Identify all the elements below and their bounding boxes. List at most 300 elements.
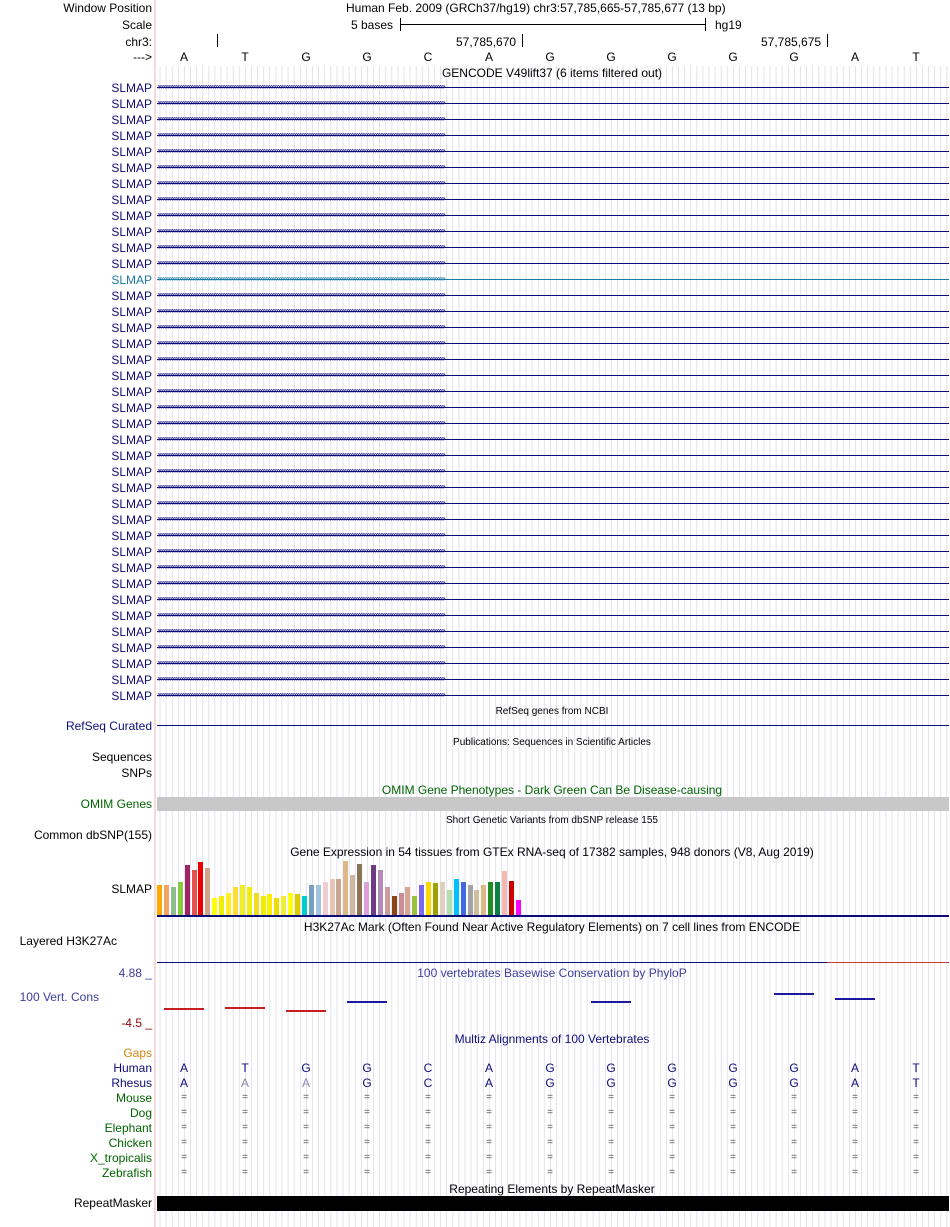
omim-phenotype-bar[interactable] [157, 797, 949, 811]
strand-arrows: ›››››››››››››››››››››››››››››››››››››››››››››››››››››››››››››››››››››››››››››››››››››››››››››››››››››››››››››››››››››››››››››››››››››››››››››››››››››››››››››››› [157, 581, 445, 587]
aligned-base: A [301, 1076, 311, 1090]
base-letter: A [484, 50, 494, 64]
aligned-base: = [913, 1137, 919, 1148]
gencode-transcript[interactable] [157, 165, 949, 171]
aligned-base: G [667, 1076, 677, 1090]
aligned-base: = [547, 1137, 553, 1148]
gencode-transcript-label[interactable]: SLMAP [111, 417, 152, 431]
gencode-transcript-label[interactable]: SLMAP [111, 497, 152, 511]
aligned-base: = [364, 1107, 370, 1118]
gtex-tissue-bar[interactable] [468, 885, 473, 915]
strand-arrows: ›››››››››››››››››››››››››››››››››››››››››››››››››››››››››››››››››››››››››››››››››››››››››››››››››››››››››››››››››››››››››››››››››››››››››››››››››››››››››››››››› [157, 517, 445, 523]
gtex-tissue-bar[interactable] [412, 896, 417, 915]
gencode-transcript-label[interactable]: SLMAP [111, 465, 152, 479]
gtex-tissue-bar[interactable] [330, 879, 335, 915]
aligned-base: = [303, 1137, 309, 1148]
gencode-transcript-label[interactable]: SLMAP [111, 577, 152, 591]
aligned-base: = [608, 1107, 614, 1118]
gencode-transcript-label[interactable]: SLMAP [111, 209, 152, 223]
gtex-tissue-bar[interactable] [267, 894, 272, 915]
aligned-base: G [789, 1061, 799, 1075]
phylop-min-label: -4.5 _ [121, 1016, 152, 1030]
gencode-transcript[interactable] [157, 421, 949, 427]
gencode-transcript-label[interactable]: SLMAP [111, 561, 152, 575]
gencode-transcript[interactable] [157, 149, 949, 155]
aligned-base: = [242, 1107, 248, 1118]
gencode-transcript-label[interactable]: SLMAP [111, 321, 152, 335]
base-letter: T [912, 50, 920, 64]
h3k27ac-baseline [157, 962, 827, 963]
strand-arrows: ›››››››››››››››››››››››››››››››››››››››››››››››››››››››››››››››››››››››››››››››››››››››››››››››››››››››››››››››››››››››››››››››››››››››››››››››››››››››››››››››› [157, 421, 445, 427]
h3k27ac-track-title[interactable]: H3K27Ac Mark (Often Found Near Active Regulatory Elements) on 7 cell lines from ENCODE [303, 920, 801, 934]
gencode-transcript[interactable] [157, 245, 949, 251]
repeatmasker-label[interactable]: RepeatMasker [73, 1196, 152, 1210]
gencode-transcript-label[interactable]: SLMAP [111, 337, 152, 351]
gtex-tissue-bar[interactable] [378, 870, 383, 915]
gtex-tissue-bar[interactable] [516, 900, 521, 915]
ruler-tick [827, 34, 828, 47]
gtex-tissue-bar[interactable] [198, 862, 203, 915]
ruler-pos-2: 57,785,675 [761, 35, 822, 49]
gtex-tissue-bar[interactable] [281, 896, 286, 915]
aligned-base: = [181, 1137, 187, 1148]
phylop-label[interactable]: 100 Vert. Cons [19, 990, 99, 1004]
base-letter: G [789, 50, 799, 64]
gencode-transcript-label[interactable]: SLMAP [111, 481, 152, 495]
gtex-tissue-bar[interactable] [474, 890, 479, 915]
strand-arrows: ›››››››››››››››››››››››››››››››››››››››››››››››››››››››››››››››››››››››››››››››››››››››››››››››››››››››››››››››››››››››››››››››››››››››››››››››››››››››››››››››› [157, 117, 445, 123]
gencode-transcript[interactable] [157, 501, 949, 507]
aligned-base: A [850, 1076, 860, 1090]
aligned-base: A [484, 1076, 494, 1090]
h3k27ac-label[interactable]: Layered H3K27Ac [19, 934, 117, 948]
gencode-transcript[interactable] [157, 197, 949, 203]
strand-arrows: ›››››››››››››››››››››››››››››››››››››››››››››››››››››››››››››››››››››››››››››››››››››››››››››››››››››››››››››››››››››››››››››››››››››››››››››››››››››››››››››››› [157, 85, 445, 91]
gtex-tissue-bar[interactable] [336, 879, 341, 915]
aligned-base: G [301, 1061, 311, 1075]
gencode-transcript[interactable] [157, 677, 949, 683]
phylop-score-mark[interactable] [286, 1004, 326, 1012]
strand-arrows: ›››››››››››››››››››››››››››››››››››››››››››››››››››››››››››››››››››››››››››››››››››››››››››››››››››››››››››››››››››››››››››››››››››››››››››››››››››››››››››››››› [157, 245, 445, 251]
aligned-base: = [181, 1092, 187, 1103]
strand-arrows: ›››››››››››››››››››››››››››››››››››››››››››››››››››››››››››››››››››››››››››››››››››››››››››››››››››››››››››››››››››››››››››››››››››››››››››››››››››››››››››››››› [157, 309, 445, 315]
aligned-base: T [912, 1076, 920, 1090]
gtex-tissue-bar[interactable] [309, 885, 314, 915]
aligned-base: = [608, 1092, 614, 1103]
repeatmasker-bar[interactable] [157, 1196, 949, 1211]
gtex-tissue-bar[interactable] [247, 887, 252, 915]
gtex-tissue-bar[interactable] [295, 894, 300, 915]
gencode-transcript-label[interactable]: SLMAP [111, 689, 152, 703]
gencode-transcript[interactable] [157, 373, 949, 379]
multiz-track-title[interactable]: Multiz Alignments of 100 Vertebrates [454, 1032, 650, 1046]
strand-arrows: ›››››››››››››››››››››››››››››››››››››››››››››››››››››››››››››››››››››››››››››››››››››››››››››››››››››››››››››››››››››››››››››››››››››››››››››››››››››››››››››››› [157, 661, 445, 667]
aligned-base: G [728, 1076, 738, 1090]
aligned-base: = [425, 1107, 431, 1118]
gtex-tissue-bar[interactable] [212, 898, 217, 915]
gencode-transcript[interactable] [157, 229, 949, 235]
strand-arrows: ›››››››››››››››››››››››››››››››››››››››››››››››››››››››››››››››››››››››››››››››››››››››››››››››››››››››››››››››››››››››››››››››››››››››››››››››››››››››››››››››› [157, 133, 445, 139]
aligned-base: A [240, 1076, 250, 1090]
phylop-score-mark[interactable] [347, 1001, 387, 1006]
aligned-base: = [425, 1137, 431, 1148]
aligned-base: = [852, 1122, 858, 1133]
h3k27ac-signal [827, 962, 949, 963]
gencode-transcript[interactable] [157, 517, 949, 523]
strand-arrows: ›››››››››››››››››››››››››››››››››››››››››››››››››››››››››››››››››››››››››››››››››››››››››››››››››››››››››››››››››››››››››››››››››››››››››››››››››››››››››››››››› [157, 597, 445, 603]
phylop-score-mark[interactable] [225, 1004, 265, 1009]
gtex-tissue-bar[interactable] [261, 896, 266, 915]
gtex-tissue-bar[interactable] [350, 875, 355, 915]
aligned-base: T [241, 1061, 249, 1075]
aligned-base: = [242, 1167, 248, 1178]
strand-arrows: ›››››››››››››››››››››››››››››››››››››››››››››››››››››››››››››››››››››››››››››››››››››››››››››››››››››››››››››››››››››››››››››››››››››››››››››››››››››››››››››››› [157, 629, 445, 635]
gencode-transcript-label[interactable]: SLMAP [111, 225, 152, 239]
aligned-base: G [789, 1076, 799, 1090]
gencode-transcript[interactable] [157, 581, 949, 587]
strand-arrows: ›››››››››››››››››››››››››››››››››››››››››››››››››››››››››››››››››››››››››››››››››››››››››››››››››››››››››››››››››››››››››››››››››››››››››››››››››››››››››››››››› [157, 229, 445, 235]
gtex-tissue-bar[interactable] [392, 896, 397, 915]
species-label[interactable]: Rhesus [111, 1076, 152, 1090]
gencode-transcript-label[interactable]: SLMAP [111, 305, 152, 319]
gtex-tissue-bar[interactable] [254, 893, 259, 915]
strand-arrows: ›››››››››››››››››››››››››››››››››››››››››››››››››››››››››››››››››››››››››››››››››››››››››››››››››››››››››››››››››››››››››››››››››››››››››››››››››››››››››››››››› [157, 341, 445, 347]
refseq-gene-line[interactable] [157, 725, 949, 726]
aligned-base: = [425, 1122, 431, 1133]
strand-label: ---> [133, 50, 152, 64]
species-label[interactable]: Elephant [104, 1121, 152, 1135]
aligned-base: = [913, 1107, 919, 1118]
gencode-transcript-label[interactable]: SLMAP [111, 529, 152, 543]
gencode-transcript[interactable] [157, 693, 949, 699]
species-label[interactable]: Human [113, 1061, 152, 1075]
base-letter: G [545, 50, 555, 64]
aligned-base: = [791, 1092, 797, 1103]
gtex-tissue-bar[interactable] [419, 885, 424, 915]
gtex-tissue-bar[interactable] [454, 879, 459, 915]
gencode-transcript[interactable] [157, 325, 949, 331]
aligned-base: = [730, 1167, 736, 1178]
aligned-base: G [728, 1061, 738, 1075]
omim-label[interactable]: OMIM Genes [80, 797, 152, 811]
aligned-base: = [181, 1152, 187, 1163]
aligned-base: = [608, 1167, 614, 1178]
gtex-tissue-bar[interactable] [343, 861, 348, 915]
gtex-tissue-bar[interactable] [219, 896, 224, 915]
aligned-base: = [791, 1167, 797, 1178]
publications-track-title[interactable]: Publications: Sequences in Scientific Articles [453, 737, 651, 748]
aligned-base: G [362, 1061, 372, 1075]
gencode-transcript-label[interactable]: SLMAP [111, 129, 152, 143]
gtex-tissue-bar[interactable] [488, 882, 493, 915]
gtex-tissue-bar[interactable] [405, 887, 410, 915]
strand-arrows: ›››››››››››››››››››››››››››››››››››››››››››››››››››››››››››››››››››››››››››››››››››››››››››››››››››››››››››››››››››››››››››››››››››››››››››››››››››››››››››››››› [157, 469, 445, 475]
aligned-base: = [242, 1152, 248, 1163]
gtex-tissue-bar[interactable] [509, 881, 514, 915]
species-label[interactable]: Zebrafish [101, 1166, 152, 1180]
gtex-gene-line [157, 915, 949, 917]
strand-arrows: ›››››››››››››››››››››››››››››››››››››››››››››››››››››››››››››››››››››››››››››››››››››››››››››››››››››››››››››››››››››››››››››››››››››››››››››››››››››››››››››››› [157, 277, 445, 283]
gencode-transcript[interactable] [157, 485, 949, 491]
aligned-base: = [852, 1167, 858, 1178]
strand-arrows: ›››››››››››››››››››››››››››››››››››››››››››››››››››››››››››››››››››››››››››››››››››››››››››››››››››››››››››››››››››››››››››››››››››››››››››››››››››››››››››››››› [157, 149, 445, 155]
gencode-transcript-label[interactable]: SLMAP [111, 657, 152, 671]
phylop-score-mark[interactable] [774, 993, 814, 1006]
strand-arrows: ›››››››››››››››››››››››››››››››››››››››››››››››››››››››››››››››››››››››››››››››››››››››››››››››››››››››››››››››››››››››››››››››››››››››››››››››››››››››››››››››› [157, 389, 445, 395]
gencode-transcript[interactable] [157, 213, 949, 219]
gencode-transcript[interactable] [157, 597, 949, 603]
gencode-transcript-label[interactable]: SLMAP [111, 625, 152, 639]
gtex-tissue-bar[interactable] [364, 882, 369, 915]
gencode-transcript-label[interactable]: SLMAP [111, 673, 152, 687]
chrom-label: chr3: [125, 35, 152, 49]
aligned-base: = [303, 1152, 309, 1163]
gencode-transcript[interactable] [157, 181, 949, 187]
gtex-tissue-bar[interactable] [302, 896, 307, 915]
aligned-base: = [791, 1152, 797, 1163]
gencode-transcript[interactable] [157, 613, 949, 619]
gtex-tissue-bar[interactable] [205, 868, 210, 915]
gtex-tissue-bar[interactable] [288, 893, 293, 915]
strand-arrows: ›››››››››››››››››››››››››››››››››››››››››››››››››››››››››››››››››››››››››››››››››››››››››››››››››››››››››››››››››››››››››››››››››››››››››››››››››››››››››››››››› [157, 405, 445, 411]
gencode-transcript-label[interactable]: SLMAP [111, 257, 152, 271]
sequences-label[interactable]: Sequences [91, 750, 152, 764]
phylop-track-title[interactable]: 100 vertebrates Basewise Conservation by PhyloP [417, 966, 687, 980]
strand-arrows: ›››››››››››››››››››››››››››››››››››››››››››››››››››››››››››››››››››››››››››››››››››››››››››››››››››››››››››››››››››››››››››››››››››››››››››››››››››››››››››››››› [157, 485, 445, 491]
gtex-tissue-bar[interactable] [192, 870, 197, 915]
aligned-base: = [486, 1152, 492, 1163]
aligned-base: = [669, 1122, 675, 1133]
base-letter: A [179, 50, 189, 64]
gtex-tissue-bar[interactable] [495, 882, 500, 915]
gencode-transcript[interactable] [157, 133, 949, 139]
dbsnp-track-title[interactable]: Short Genetic Variants from dbSNP release 155 [446, 815, 658, 826]
gencode-transcript[interactable] [157, 85, 949, 91]
aligned-base: = [364, 1152, 370, 1163]
phylop-score-mark[interactable] [591, 1001, 631, 1006]
aligned-base: = [547, 1092, 553, 1103]
gencode-transcript[interactable] [157, 565, 949, 571]
phylop-score-mark[interactable] [835, 998, 875, 1006]
gencode-transcript[interactable] [157, 629, 949, 635]
gtex-expression-bars[interactable] [157, 859, 949, 915]
gencode-transcript[interactable] [157, 309, 949, 315]
phylop-score-mark[interactable] [164, 1004, 204, 1010]
gtex-tissue-bar[interactable] [371, 865, 376, 915]
gtex-tissue-bar[interactable] [240, 885, 245, 915]
gencode-transcript[interactable] [157, 341, 949, 347]
gencode-transcript-label[interactable]: SLMAP [111, 241, 152, 255]
gencode-transcript-label[interactable]: SLMAP [111, 161, 152, 175]
aligned-base: = [547, 1152, 553, 1163]
gencode-transcript[interactable] [157, 437, 949, 443]
gtex-tissue-bar[interactable] [502, 871, 507, 915]
aligned-base: = [913, 1122, 919, 1133]
gencode-transcript[interactable] [157, 261, 949, 267]
gencode-transcript[interactable] [157, 389, 949, 395]
gencode-transcript[interactable] [157, 293, 949, 299]
gtex-label[interactable]: SLMAP [111, 882, 152, 896]
gencode-transcript-label[interactable]: SLMAP [111, 433, 152, 447]
gtex-tissue-bar[interactable] [226, 893, 231, 915]
aligned-base: = [181, 1107, 187, 1118]
strand-arrows: ›››››››››››››››››››››››››››››››››››››››››››››››››››››››››››››››››››››››››››››››››››››››››››››››››››››››››››››››››››››››››››››››››››››››››››››››››››››››››››››››› [157, 165, 445, 171]
gencode-transcript-label[interactable]: SLMAP [111, 177, 152, 191]
gtex-tissue-bar[interactable] [399, 893, 404, 915]
gtex-tissue-bar[interactable] [185, 865, 190, 915]
gencode-transcript-label[interactable]: SLMAP [111, 81, 152, 95]
gencode-transcript[interactable] [157, 101, 949, 107]
gtex-tissue-bar[interactable] [385, 887, 390, 915]
aligned-base: = [608, 1122, 614, 1133]
refseq-track-title[interactable]: RefSeq genes from NCBI [495, 706, 609, 717]
gencode-transcript[interactable] [157, 277, 949, 283]
gtex-tissue-bar[interactable] [171, 887, 176, 915]
aligned-base: = [669, 1107, 675, 1118]
gencode-transcript-label[interactable]: SLMAP [111, 401, 152, 415]
species-label[interactable]: Chicken [108, 1136, 152, 1150]
aligned-base: = [425, 1152, 431, 1163]
aligned-base: = [303, 1167, 309, 1178]
gencode-transcript-label[interactable]: SLMAP [111, 609, 152, 623]
gtex-tissue-bar[interactable] [233, 887, 238, 915]
gtex-tissue-bar[interactable] [157, 885, 162, 915]
species-label[interactable]: X_tropicalis [89, 1151, 152, 1165]
gencode-transcript[interactable] [157, 549, 949, 555]
strand-arrows: ›››››››››››››››››››››››››››››››››››››››››››››››››››››››››››››››››››››››››››››››››››››››››››››››››››››››››››››››››››››››››››››››››››››››››››››››››››››››››››››››› [157, 693, 445, 699]
aligned-base: = [547, 1167, 553, 1178]
base-letter: C [423, 50, 433, 64]
gtex-tissue-bar[interactable] [274, 898, 279, 915]
aligned-base: = [547, 1107, 553, 1118]
dbsnp-label[interactable]: Common dbSNP(155) [33, 828, 152, 842]
gencode-track-title[interactable]: GENCODE V49lift37 (6 items filtered out) [441, 66, 663, 80]
omim-track-title[interactable]: OMIM Gene Phenotypes - Dark Green Can Be Disease-causing [381, 783, 723, 797]
aligned-base: G [362, 1076, 372, 1090]
strand-arrows: ›››››››››››››››››››››››››››››››››››››››››››››››››››››››››››››››››››››››››››››››››››››››››››››››››››››››››››››››››››››››››››››››››››››››››››››››››››››››››››››››› [157, 437, 445, 443]
aligned-base: = [852, 1137, 858, 1148]
aligned-base: = [425, 1092, 431, 1103]
gencode-transcript[interactable] [157, 117, 949, 123]
aligned-base: = [669, 1137, 675, 1148]
species-label[interactable]: Dog [129, 1106, 152, 1120]
gencode-transcript-label[interactable]: SLMAP [111, 289, 152, 303]
aligned-base: = [669, 1167, 675, 1178]
base-letter: G [606, 50, 616, 64]
base-letter: G [667, 50, 677, 64]
gtex-tissue-bar[interactable] [164, 885, 169, 915]
gtex-tissue-bar[interactable] [323, 882, 328, 915]
gencode-transcript[interactable] [157, 533, 949, 539]
gencode-transcript-label[interactable]: SLMAP [111, 369, 152, 383]
aligned-base: T [912, 1061, 920, 1075]
aligned-base: = [486, 1092, 492, 1103]
aligned-base: G [545, 1076, 555, 1090]
repeatmasker-track-title[interactable]: Repeating Elements by RepeatMasker [449, 1182, 655, 1196]
gaps-label[interactable]: Gaps [123, 1046, 152, 1060]
gencode-transcript-label[interactable]: SLMAP [111, 449, 152, 463]
gencode-transcript[interactable] [157, 453, 949, 459]
gtex-tissue-bar[interactable] [440, 882, 445, 915]
gencode-transcript-label[interactable]: SLMAP [111, 593, 152, 607]
gencode-transcript-label[interactable]: SLMAP [111, 545, 152, 559]
strand-arrows: ›››››››››››››››››››››››››››››››››››››››››››››››››››››››››››››››››››››››››››››››››››››››››››››››››››››››››››››››››››››››››››››››››››››››››››››››››››››››››››››››› [157, 213, 445, 219]
aligned-base: = [852, 1107, 858, 1118]
aligned-base: = [852, 1092, 858, 1103]
aligned-base: = [791, 1137, 797, 1148]
strand-arrows: ›››››››››››››››››››››››››››››››››››››››››››››››››››››››››››››››››››››››››››››››››››››››››››››››››››››››››››››››››››››››››››››››››››››››››››››››››››››››››››››››› [157, 501, 445, 507]
strand-arrows: ›››››››››››››››››››››››››››››››››››››››››››››››››››››››››››››››››››››››››››››››››››››››››››››››››››››››››››››››››››››››››››››››››››››››››››››››››››››››››››››››› [157, 101, 445, 107]
aligned-base: = [791, 1122, 797, 1133]
snps-label[interactable]: SNPs [121, 766, 152, 780]
scale-bar-right-tick [705, 18, 706, 31]
aligned-base: = [547, 1122, 553, 1133]
aligned-base: = [913, 1167, 919, 1178]
gencode-transcript-label[interactable]: SLMAP [111, 97, 152, 111]
base-letter: G [728, 50, 738, 64]
gencode-transcript-label[interactable]: SLMAP [111, 513, 152, 527]
gencode-transcript-label[interactable]: SLMAP [111, 113, 152, 127]
aligned-base: = [242, 1092, 248, 1103]
position-title: Human Feb. 2009 (GRCh37/hg19) chr3:57,785,665-57,785,677 (13 bp) [346, 1, 726, 15]
gencode-transcript-label[interactable]: SLMAP [111, 145, 152, 159]
scale-label: Scale [121, 18, 152, 32]
gtex-tissue-bar[interactable] [316, 885, 321, 915]
aligned-base: = [669, 1092, 675, 1103]
base-letter: G [301, 50, 311, 64]
gencode-transcript-label[interactable]: SLMAP [111, 273, 152, 287]
aligned-base: = [303, 1122, 309, 1133]
gencode-transcript[interactable] [157, 357, 949, 363]
aligned-base: = [364, 1167, 370, 1178]
gencode-transcript-label[interactable]: SLMAP [111, 193, 152, 207]
base-letter: A [850, 50, 860, 64]
ruler-pos-1: 57,785,670 [456, 35, 517, 49]
aligned-base: G [606, 1061, 616, 1075]
gtex-tissue-bar[interactable] [433, 883, 438, 915]
gencode-transcript[interactable] [157, 469, 949, 475]
gtex-tissue-bar[interactable] [357, 864, 362, 915]
strand-arrows: ›››››››››››››››››››››››››››››››››››››››››››››››››››››››››››››››››››››››››››››››››››››››››››››››››››››››››››››››››››››››››››››››››››››››››››››››››››››››››››››››› [157, 453, 445, 459]
gtex-tissue-bar[interactable] [178, 882, 183, 915]
ruler-tick [522, 34, 523, 47]
gencode-transcript-label[interactable]: SLMAP [111, 641, 152, 655]
gencode-transcript-label[interactable]: SLMAP [111, 385, 152, 399]
aligned-base: G [606, 1076, 616, 1090]
gtex-tissue-bar[interactable] [481, 885, 486, 915]
gencode-transcript[interactable] [157, 405, 949, 411]
aligned-base: = [608, 1152, 614, 1163]
aligned-base: C [423, 1076, 433, 1090]
aligned-base: = [242, 1137, 248, 1148]
aligned-base: = [730, 1152, 736, 1163]
strand-arrows: ›››››››››››››››››››››››››››››››››››››››››››››››››››››››››››››››››››››››››››››››››››››››››››››››››››››››››››››››››››››››››››››››››››››››››››››››››››››››››››››››› [157, 677, 445, 683]
gtex-tissue-bar[interactable] [461, 882, 466, 915]
gencode-transcript[interactable] [157, 661, 949, 667]
gtex-tissue-bar[interactable] [447, 890, 452, 915]
species-label[interactable]: Mouse [115, 1091, 152, 1105]
gencode-transcript-label[interactable]: SLMAP [111, 353, 152, 367]
aligned-base: = [486, 1137, 492, 1148]
gtex-track-title[interactable]: Gene Expression in 54 tissues from GTEx RNA-seq of 17382 samples, 948 donors (V8, Aug 2019) [290, 845, 814, 859]
aligned-base: A [850, 1061, 860, 1075]
aligned-base: = [852, 1152, 858, 1163]
gtex-tissue-bar[interactable] [426, 882, 431, 915]
scale-text: 5 bases [351, 18, 394, 32]
gencode-transcript[interactable] [157, 645, 949, 651]
aligned-base: = [242, 1122, 248, 1133]
refseq-label[interactable]: RefSeq Curated [65, 719, 152, 733]
